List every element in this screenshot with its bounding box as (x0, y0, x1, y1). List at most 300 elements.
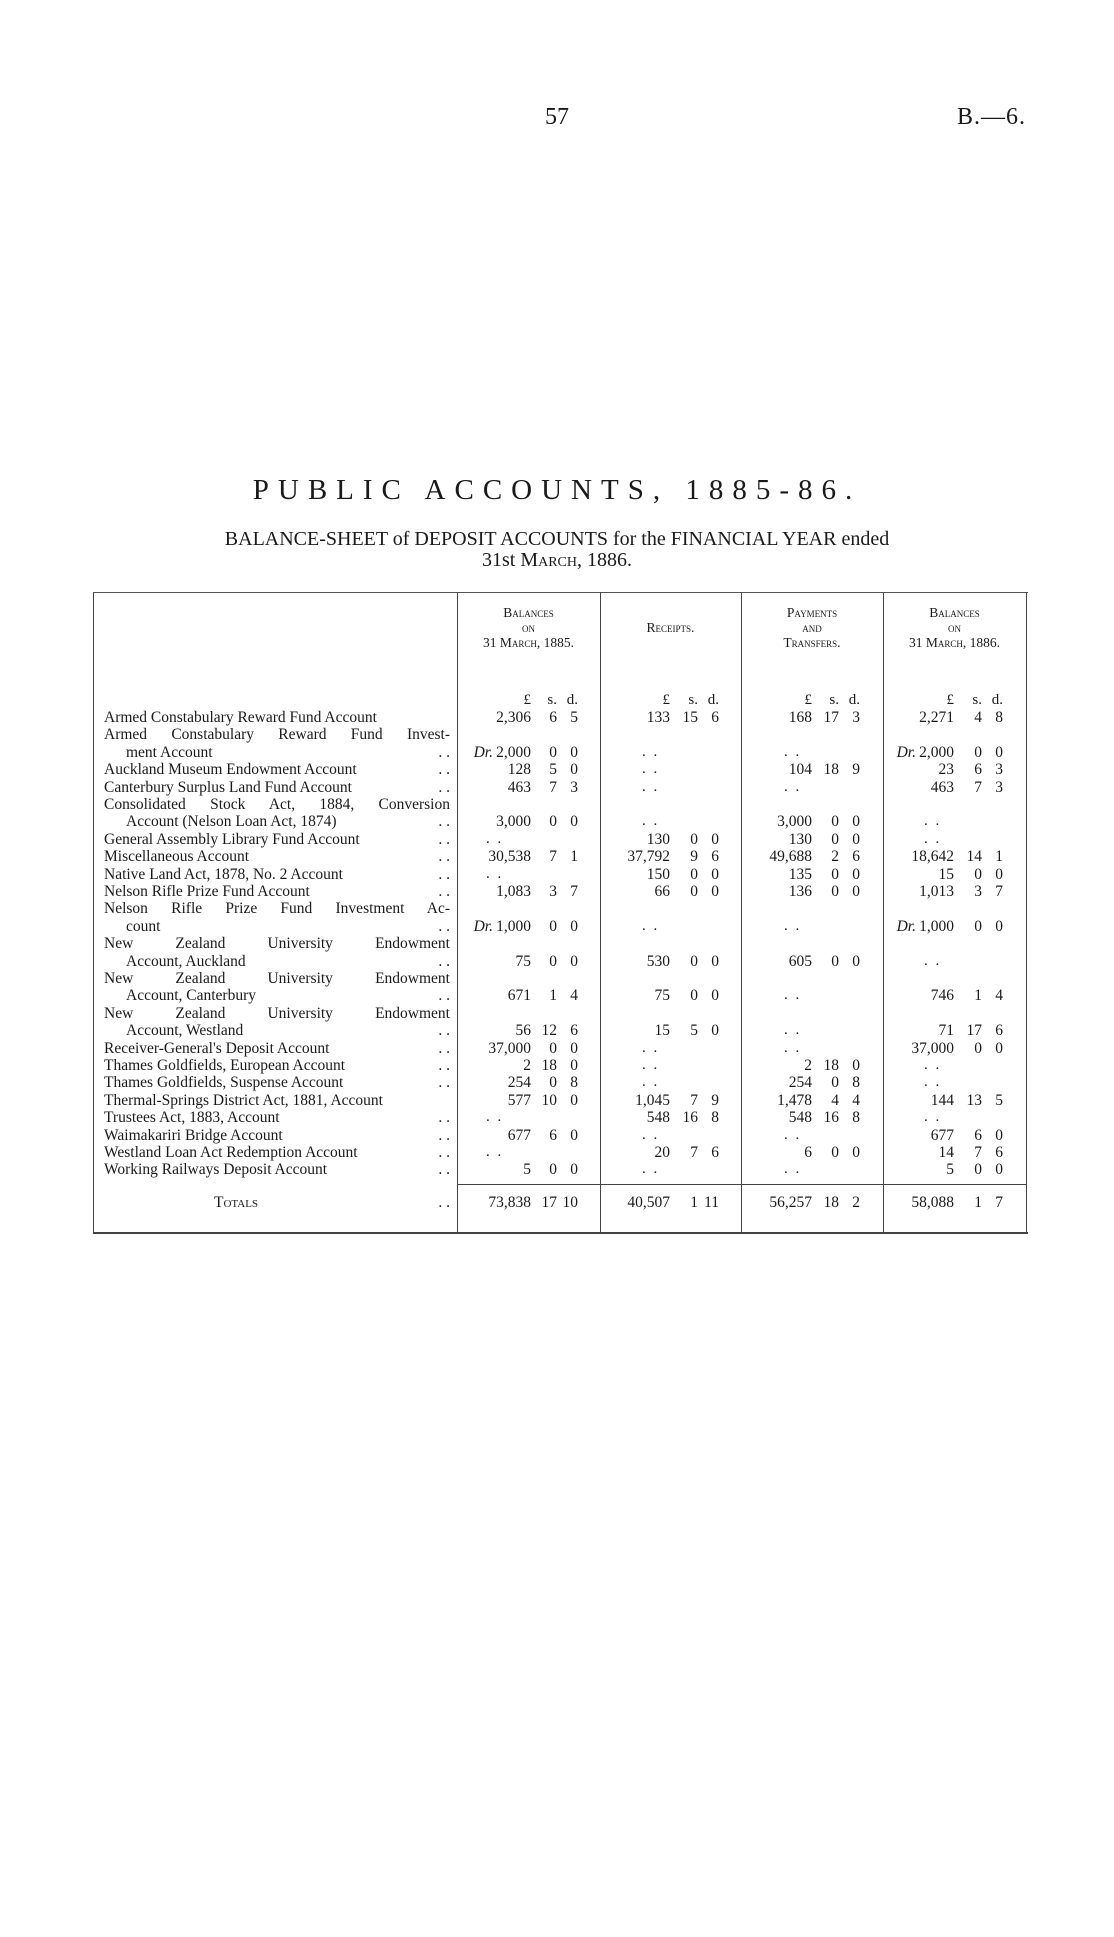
pence-value: 0 (995, 1126, 1003, 1144)
leader-dots: . . (438, 1144, 450, 1161)
pence-value: 7 (570, 883, 578, 900)
row-label-text: Working Railways Deposit Account (104, 1161, 328, 1179)
debit-marker: Dr. (473, 743, 493, 761)
leader-dots: . . (438, 987, 450, 1005)
shillings-value: 17 (823, 709, 839, 726)
leader-dots: . . (438, 813, 450, 831)
row-label (104, 813, 450, 830)
shillings-value: 0 (831, 1144, 839, 1161)
pence-value: 0 (570, 917, 578, 935)
pence-value: 5 (570, 709, 578, 726)
shillings-value: 7 (549, 778, 557, 796)
main-title: PUBLIC ACCOUNTS, 1885-86. (252, 474, 862, 506)
table-right-border (1026, 592, 1027, 1232)
pounds-value: 6 (804, 1144, 812, 1161)
pence-value: 0 (852, 1057, 860, 1074)
debit-marker: Dr. (896, 743, 916, 761)
pence-value: 0 (570, 813, 578, 831)
pounds-value: 15 (938, 865, 954, 883)
empty-cell-dots: . . (784, 778, 802, 795)
empty-cell-dots: . . (924, 813, 942, 830)
pence-value: 3 (852, 709, 860, 726)
total-pence: 7 (995, 1194, 1003, 1211)
empty-cell-dots: . . (642, 1074, 660, 1091)
empty-cell-dots: . . (924, 1057, 942, 1073)
header-line: and (802, 620, 822, 635)
shillings-value: 3 (549, 883, 557, 900)
row-label-text: Nelson Rifle Prize Fund Investment Ac- (104, 900, 450, 918)
pence-value: 0 (570, 1091, 578, 1109)
pounds-value: 605 (788, 952, 812, 970)
pence-value: 8 (852, 1109, 860, 1127)
shillings-value: 3 (974, 883, 982, 900)
pence-value: 6 (570, 1022, 578, 1040)
shillings-value: 7 (974, 778, 982, 796)
pounds-value: 254 (507, 1074, 531, 1092)
pounds-value: 5 (946, 1161, 954, 1179)
total-shillings: 17 (541, 1194, 557, 1211)
pounds-value: 133 (646, 709, 670, 726)
empty-cell-dots: . . (784, 1126, 802, 1143)
row-label (104, 987, 450, 1004)
pence-value: 0 (711, 952, 719, 970)
shillings-value: 0 (974, 1039, 982, 1057)
row-label (104, 744, 450, 761)
shillings-unit: s. (688, 692, 698, 708)
totals-rule (457, 1184, 1026, 1185)
pounds-value: 1,045 (635, 1091, 670, 1109)
empty-cell-dots: . . (486, 830, 504, 847)
shillings-value: 17 (966, 1022, 982, 1040)
shillings-value: 6 (549, 709, 557, 726)
empty-cell-dots: . . (924, 830, 942, 847)
row-label-text: Receiver-General's Deposit Account (104, 1039, 330, 1057)
pounds-value: 30,538 (488, 848, 531, 866)
shillings-value: 6 (974, 1126, 982, 1144)
pence-value: 4 (570, 987, 578, 1005)
total-shillings: 1 (974, 1194, 982, 1211)
shillings-value: 18 (541, 1057, 557, 1074)
pence-value: 0 (995, 1161, 1003, 1179)
pence-value: 3 (995, 778, 1003, 796)
shillings-value: 14 (966, 848, 982, 866)
pence-value: 6 (711, 709, 719, 726)
row-label-text: Auckland Museum Endowment Account (104, 761, 357, 779)
pounds-value: 15 (654, 1022, 670, 1040)
pence-value: 8 (995, 709, 1003, 726)
header-line: Balances (503, 605, 554, 620)
shillings-value: 1 (974, 987, 982, 1005)
totals-label (104, 1194, 450, 1211)
shillings-value: 7 (549, 848, 557, 866)
pounds-value: 1,000 (919, 917, 954, 935)
row-label-text: Canterbury Surplus Land Fund Account (104, 778, 352, 796)
row-label (104, 883, 450, 900)
row-label-text: General Assembly Library Fund Account (104, 830, 360, 848)
column-header-balances-1885 (457, 605, 600, 650)
pounds-value: 150 (646, 865, 670, 883)
pence-value: 1 (570, 848, 578, 866)
row-label-text: Account, Westland (126, 1022, 244, 1040)
shillings-value: 0 (831, 830, 839, 848)
shillings-value: 9 (690, 848, 698, 866)
shillings-value: 0 (690, 883, 698, 900)
pounds-value: 254 (788, 1074, 812, 1092)
empty-cell-dots: . . (784, 1161, 802, 1178)
pence-value: 6 (711, 848, 719, 866)
pounds-value: 2,000 (919, 743, 954, 761)
shillings-value: 0 (974, 1161, 982, 1179)
pounds-value: 104 (788, 761, 812, 779)
pence-value: 0 (570, 761, 578, 779)
pence-value: 8 (852, 1074, 860, 1092)
shillings-value: 10 (541, 1091, 557, 1109)
leader-dots: . . (438, 743, 450, 761)
shillings-value: 0 (549, 917, 557, 935)
subtitle-comma: , (577, 549, 583, 571)
total-pounds: 73,838 (488, 1194, 531, 1211)
pounds-value: 548 (646, 1109, 670, 1127)
pounds-value: 2,306 (496, 709, 531, 726)
pence-value: 0 (711, 987, 719, 1005)
pounds-value: 75 (515, 952, 531, 970)
pence-value: 8 (570, 1074, 578, 1092)
pence-value: 9 (852, 761, 860, 779)
pounds-value: 56 (515, 1022, 531, 1040)
empty-cell-dots: . . (924, 952, 942, 969)
pounds-value: 37,000 (911, 1039, 954, 1057)
pounds-value: 130 (646, 830, 670, 848)
row-label (104, 1040, 450, 1057)
leader-dots: . . (438, 778, 450, 796)
row-label-text: ment Account (126, 743, 213, 761)
shillings-value: 7 (974, 1144, 982, 1161)
pence-unit: d. (707, 692, 719, 708)
shillings-value: 4 (974, 709, 982, 726)
debit-marker-wrap (474, 744, 493, 761)
shillings-value: 0 (831, 1074, 839, 1092)
column-divider-2 (600, 592, 601, 1232)
row-label-text: Armed Constabulary Reward Fund Invest- (104, 726, 450, 744)
pence-value: 7 (995, 883, 1003, 900)
empty-cell-dots: . . (784, 917, 802, 934)
pence-value: 6 (995, 1022, 1003, 1040)
subtitle-year: 1886. (587, 549, 633, 571)
empty-cell-dots: . . (642, 743, 660, 760)
shillings-value: 18 (823, 761, 839, 779)
pounds-value: 23 (938, 761, 954, 779)
totals-text: Totals (214, 1194, 259, 1211)
empty-cell-dots: . . (486, 865, 504, 882)
row-label-text: New Zealand University Endowment (104, 935, 450, 953)
shillings-value: 6 (974, 761, 982, 779)
shillings-value: 0 (690, 865, 698, 883)
row-label (104, 726, 450, 743)
row-label-text: Account, Auckland (126, 952, 246, 970)
column-header-balances-1886 (883, 605, 1026, 650)
row-label-text: Miscellaneous Account (104, 848, 250, 866)
row-label (104, 796, 450, 813)
empty-cell-dots: . . (784, 1022, 802, 1039)
pounds-value: 1,083 (496, 883, 531, 900)
row-label (104, 935, 450, 952)
row-label-text: Thames Goldfields, Suspense Account (104, 1074, 344, 1092)
pence-value: 0 (570, 952, 578, 970)
empty-cell-dots: . . (642, 761, 660, 778)
pence-value: 0 (570, 1057, 578, 1074)
empty-cell-dots: . . (784, 987, 802, 1004)
row-label (104, 779, 450, 796)
row-label-text: Nelson Rifle Prize Fund Account (104, 883, 310, 900)
shillings-value: 0 (831, 883, 839, 900)
pounds-value: 1,000 (496, 917, 531, 935)
column-header-payments (741, 605, 883, 650)
empty-cell-dots: . . (924, 1109, 942, 1126)
shillings-unit: s. (547, 692, 557, 708)
empty-cell-dots: . . (486, 1109, 504, 1126)
shillings-value: 0 (974, 917, 982, 935)
shillings-value: 15 (682, 709, 698, 726)
shillings-value: 0 (831, 865, 839, 883)
empty-cell-dots: . . (642, 813, 660, 830)
pounds-value: 5 (523, 1161, 531, 1179)
header-line: Payments (786, 605, 838, 620)
shillings-value: 2 (831, 848, 839, 866)
subtitle-day: 31st (481, 549, 516, 571)
header-line: 31 March, 1885. (482, 635, 574, 650)
shillings-value: 0 (549, 1074, 557, 1092)
shillings-value: 1 (549, 987, 557, 1005)
row-label (104, 831, 450, 848)
empty-cell-dots: . . (642, 917, 660, 934)
pence-value: 0 (852, 952, 860, 970)
pounds-value: 71 (938, 1022, 954, 1040)
row-label (104, 953, 450, 970)
header-line: 31 March, 1886. (908, 635, 1000, 650)
subtitle (0, 529, 1114, 571)
shillings-value: 0 (549, 1161, 557, 1179)
row-label (104, 1022, 450, 1039)
shillings-value: 5 (690, 1022, 698, 1040)
pound-sign: £ (523, 692, 531, 708)
subtitle-month: March (520, 549, 578, 571)
leader-dots: . . (438, 761, 450, 779)
pounds-value: 37,792 (627, 848, 670, 866)
document-reference: B.—6. (956, 104, 1026, 130)
pounds-value: 677 (507, 1126, 531, 1144)
pence-value: 1 (995, 848, 1003, 866)
pence-value: 0 (570, 1161, 578, 1179)
row-label-text: Armed Constabulary Reward Fund Account (104, 709, 377, 726)
pence-value: 6 (852, 848, 860, 866)
row-label-text: Account (Nelson Loan Act, 1874) (126, 813, 337, 831)
debit-marker: Dr. (896, 917, 916, 935)
pounds-value: 130 (788, 830, 812, 848)
pounds-value: 577 (507, 1091, 531, 1109)
total-shillings: 18 (823, 1194, 839, 1211)
row-label-text: Native Land Act, 1878, No. 2 Account (104, 865, 343, 883)
pounds-value: 144 (930, 1091, 954, 1109)
subtitle-line-1: BALANCE-SHEET of DEPOSIT ACCOUNTS for the FINANCIAL YEAR ended (224, 528, 890, 550)
shillings-value: 5 (549, 761, 557, 779)
total-pounds: 56,257 (769, 1194, 812, 1211)
pounds-value: 463 (930, 778, 954, 796)
pence-value: 0 (711, 1022, 719, 1040)
pound-sign: £ (946, 692, 954, 708)
row-label-text: Waimakariri Bridge Account (104, 1126, 283, 1144)
pounds-value: 677 (930, 1126, 954, 1144)
pounds-value: 18,642 (911, 848, 954, 866)
header-line: Transfers. (783, 635, 841, 650)
row-label-text: Thames Goldfields, European Account (104, 1057, 346, 1074)
pounds-value: 20 (654, 1144, 670, 1161)
leader-dots: . . (438, 952, 450, 970)
pounds-value: 75 (654, 987, 670, 1005)
shillings-value: 0 (974, 743, 982, 761)
pence-value: 3 (570, 778, 578, 796)
pounds-value: 66 (654, 883, 670, 900)
shillings-value: 13 (966, 1091, 982, 1109)
empty-cell-dots: . . (784, 743, 802, 760)
leader-dots: . . (438, 1126, 450, 1144)
pence-unit: d. (566, 692, 578, 708)
pounds-value: 49,688 (769, 848, 812, 866)
row-label (104, 900, 450, 917)
pound-sign: £ (662, 692, 670, 708)
shillings-value: 16 (682, 1109, 698, 1127)
header-line: on (948, 620, 961, 635)
subtitle-line-2 (0, 550, 1114, 571)
table-top-rule (93, 592, 1028, 593)
pence-value: 0 (995, 865, 1003, 883)
empty-cell-dots: . . (486, 1144, 504, 1160)
row-label (104, 1092, 450, 1109)
header-line: on (522, 620, 535, 635)
pence-value: 0 (852, 830, 860, 848)
total-shillings: 1 (690, 1194, 698, 1211)
debit-marker-wrap (897, 744, 916, 761)
total-pence: 2 (852, 1194, 860, 1211)
row-label (104, 1109, 450, 1126)
pounds-value: 746 (930, 987, 954, 1005)
pence-value: 0 (852, 813, 860, 831)
row-label (104, 918, 450, 935)
pence-unit: d. (991, 692, 1003, 708)
pounds-value: 2,000 (496, 743, 531, 761)
shillings-value: 0 (831, 813, 839, 831)
row-label-text: New Zealand University Endowment (104, 970, 450, 987)
pounds-value: 548 (788, 1109, 812, 1127)
shillings-value: 0 (690, 987, 698, 1005)
empty-cell-dots: . . (784, 1039, 802, 1056)
shillings-value: 0 (549, 1039, 557, 1057)
pence-value: 4 (852, 1091, 860, 1109)
pounds-value: 1,478 (777, 1091, 812, 1109)
row-label (104, 1057, 450, 1074)
row-label-text: Trustees Act, 1883, Account (104, 1109, 280, 1127)
leader-dots: . . (438, 865, 450, 883)
shillings-value: 6 (549, 1126, 557, 1144)
row-label (104, 761, 450, 778)
shillings-unit: s. (829, 692, 839, 708)
leader-dots: . . (438, 1161, 450, 1179)
debit-marker: Dr. (473, 917, 493, 935)
leader-dots: . . (438, 1022, 450, 1040)
header-line: Receipts. (646, 620, 695, 635)
pounds-value: 2 (523, 1057, 531, 1074)
row-label (104, 1005, 450, 1022)
shillings-value: 0 (831, 952, 839, 970)
pence-value: 3 (995, 761, 1003, 779)
shillings-value: 0 (549, 813, 557, 831)
row-label-text: Thermal-Springs District Act, 1881, Account (104, 1091, 383, 1109)
table-left-border (93, 592, 94, 1232)
total-pounds: 40,507 (627, 1194, 670, 1211)
pence-value: 5 (995, 1091, 1003, 1109)
pence-value: 0 (852, 865, 860, 883)
total-pounds: 58,088 (911, 1194, 954, 1211)
pounds-value: 136 (788, 883, 812, 900)
pounds-value: 3,000 (496, 813, 531, 831)
row-label-text: Account, Canterbury (126, 987, 256, 1005)
empty-cell-dots: . . (924, 1074, 942, 1091)
debit-marker-wrap (474, 918, 493, 935)
header-line: Balances (929, 605, 980, 620)
row-label-text: Westland Loan Act Redemption Account (104, 1144, 358, 1161)
pounds-value: 2 (804, 1057, 812, 1074)
pounds-value: 3,000 (777, 813, 812, 831)
pounds-value: 14 (938, 1144, 954, 1161)
pence-value: 0 (995, 1039, 1003, 1057)
row-label-text: count (126, 917, 161, 935)
empty-cell-dots: . . (642, 1039, 660, 1056)
pounds-value: 168 (788, 709, 812, 726)
column-divider-4 (883, 592, 884, 1232)
pound-sign: £ (804, 692, 812, 708)
pounds-value: 463 (507, 778, 531, 796)
pounds-value: 128 (507, 761, 531, 779)
pence-value: 6 (711, 1144, 719, 1161)
shillings-value: 0 (974, 865, 982, 883)
shillings-unit: s. (972, 692, 982, 708)
pence-value: 0 (711, 865, 719, 883)
shillings-value: 0 (549, 743, 557, 761)
page-number: 57 (545, 104, 569, 130)
column-divider-1 (457, 592, 458, 1232)
debit-marker-wrap (897, 918, 916, 935)
leader-dots: . . (438, 830, 450, 848)
row-label (104, 1127, 450, 1144)
pounds-value: 37,000 (488, 1039, 531, 1057)
table-bottom-rule (93, 1232, 1028, 1234)
pounds-value: 671 (507, 987, 531, 1005)
row-label (104, 848, 450, 865)
shillings-value: 0 (690, 952, 698, 970)
pounds-value: 1,013 (919, 883, 954, 900)
shillings-value: 0 (549, 952, 557, 970)
pence-value: 0 (995, 917, 1003, 935)
leader-dots: . . (438, 848, 450, 866)
total-pence: 11 (704, 1194, 719, 1211)
row-label (104, 866, 450, 883)
shillings-value: 0 (690, 830, 698, 848)
shillings-value: 18 (823, 1057, 839, 1074)
pence-value: 0 (711, 830, 719, 848)
pence-value: 4 (995, 987, 1003, 1005)
empty-cell-dots: . . (642, 1057, 660, 1073)
leader-dots: . . (438, 883, 450, 900)
column-header-receipts (600, 620, 741, 635)
